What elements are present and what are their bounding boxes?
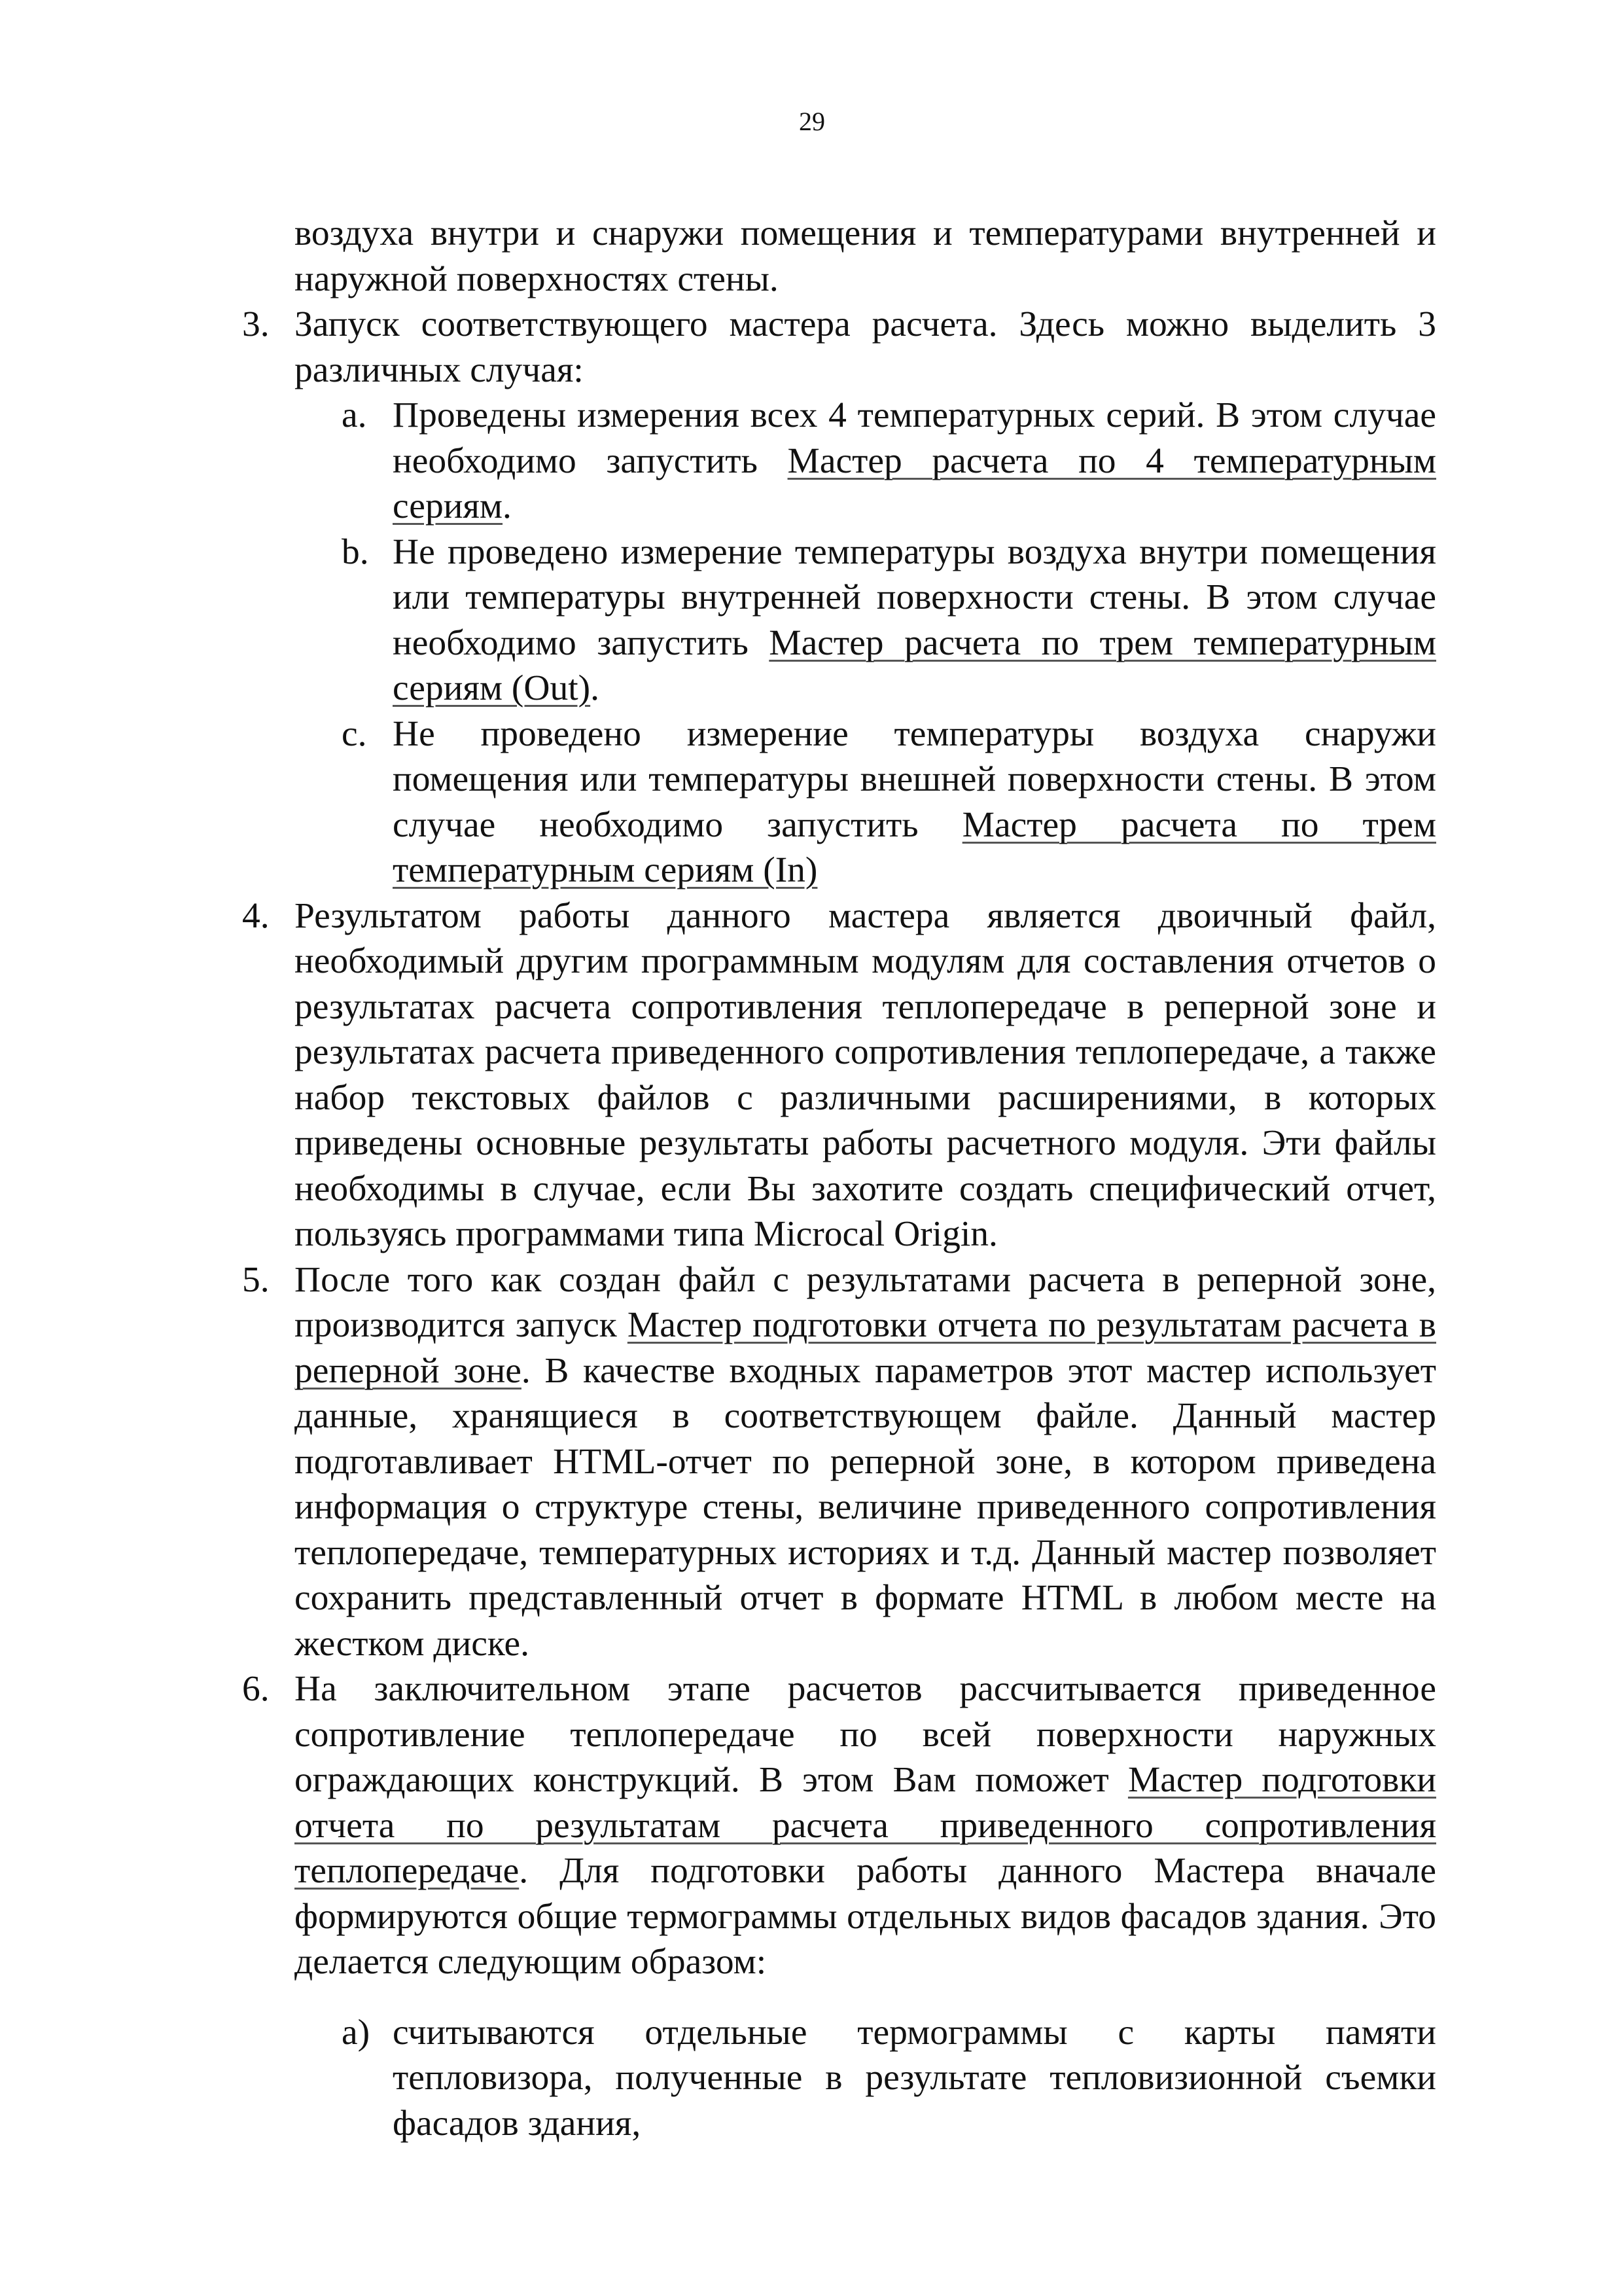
list-item-text: После того как создан файл с результатами расчета в реперной зоне, производится запуск Мастер подготовки отчета по результатам расчета в реперной зоне. В качестве входных параметров этот мастер использует данные, хранящиеся в соответствующем файле. Данный мастер подготавливает HTML-отчет по реперной зоне, в котором приведена информация о структуре стены, величине приведенного сопротивления теплопередаче, температурных историях и т.д. Данный мастер позволяет сохранить представленный отчет в формате HTML в любом месте на жестком диске. bbox=[294, 1259, 1436, 1664]
list-number: 3. bbox=[242, 304, 270, 344]
list-number: 6. bbox=[242, 1669, 270, 1709]
wizard-link-reference-zone-report[interactable]: Мастер подготовки отчета по результатам расчета в реперной зоне bbox=[294, 1305, 1436, 1391]
sub-item-text: Не проведено измерение температуры воздуха внутри помещения или температуры внутренней поверхности стены. В этом случае необходимо запустить Мастер расчета по трем температурным сериям (Out). bbox=[393, 531, 1436, 708]
wizard-link-reduced-resistance-report[interactable]: Мастер подготовки отчета по результатам расчета приведенного сопротивления теплопередаче bbox=[294, 1760, 1436, 1891]
document-body bbox=[242, 211, 1436, 2146]
list-item-text: На заключительном этапе расчетов рассчитывается приведенное сопротивление теплопередаче по всей поверхности наружных ограждающих конструкций. В этом Вам поможет Мастер подготовки отчета по результатам расчета приведенного сопротивления теплопередаче. Для подготовки работы данного Мастера вначале формируются общие термограммы отдельных видов фасадов здания. Это делается следующим образом: bbox=[294, 1669, 1436, 1982]
sub-item-text: Проведены измерения всех 4 температурных серий. В этом случае необходимо запустить Мастер расчета по 4 температурным сериям. bbox=[393, 395, 1436, 526]
wizard-link-4-series[interactable]: Мастер расчета по 4 температурным сериям bbox=[393, 440, 1436, 526]
list-number: 5. bbox=[242, 1259, 270, 1300]
wizard-link-3-series-in[interactable]: Мастер расчета по трем температурным сериям (In) bbox=[393, 804, 1436, 890]
sub-item-letter: а) bbox=[342, 2012, 370, 2053]
sub-item-b bbox=[342, 529, 1436, 711]
list-item-text: Результатом работы данного мастера является двоичный файл, необходимый другим программным модулям для составления отчетов о результатах расчета сопротивления теплопередаче в реперной зоне и результатах расчета приведенного сопротивления теплопередаче, а также набор текстовых файлов с различными расширениями, в которых приведены основные результаты работы расчетного модуля. Эти файлы необходимы в случае, если Вы захотите создать специфический отчет, пользуясь программами типа Microcal Origin. bbox=[294, 895, 1436, 1254]
spacer bbox=[294, 1985, 1436, 2010]
list-item-3 bbox=[242, 302, 1436, 393]
list-number: 4. bbox=[242, 895, 270, 936]
sub-item-a bbox=[342, 393, 1436, 529]
list-item-5 bbox=[242, 1257, 1436, 1667]
wizard-link-3-series-out[interactable]: Мастер расчета по трем температурным сериям (Out) bbox=[393, 622, 1436, 708]
sub-item-a2 bbox=[342, 2010, 1436, 2147]
intro-paragraph: воздуха внутри и снаружи помещения и температурами внутренней и наружной поверхностях стены. bbox=[294, 213, 1436, 299]
list-item-4 bbox=[242, 893, 1436, 1257]
page-number: 29 bbox=[799, 107, 825, 136]
sub-item-letter: b. bbox=[342, 531, 369, 572]
sub-item-text: Не проведено измерение температуры воздуха снаружи помещения или температуры внешней поверхности стены. В этом случае необходимо запустить Мастер расчета по трем температурным сериям (In) bbox=[393, 713, 1436, 890]
list-item-text: Запуск соответствующего мастера расчета. Здесь можно выделить 3 различных случая: bbox=[294, 304, 1436, 390]
sub-item-letter: c. bbox=[342, 713, 367, 754]
sub-item-text: считываются отдельные термограммы с карты памяти тепловизора, полученные в результате тепловизионной съемки фасадов здания, bbox=[393, 2012, 1436, 2144]
sub-item-letter: a. bbox=[342, 395, 367, 435]
list-item-6 bbox=[242, 1666, 1436, 1985]
sub-item-c bbox=[342, 711, 1436, 893]
